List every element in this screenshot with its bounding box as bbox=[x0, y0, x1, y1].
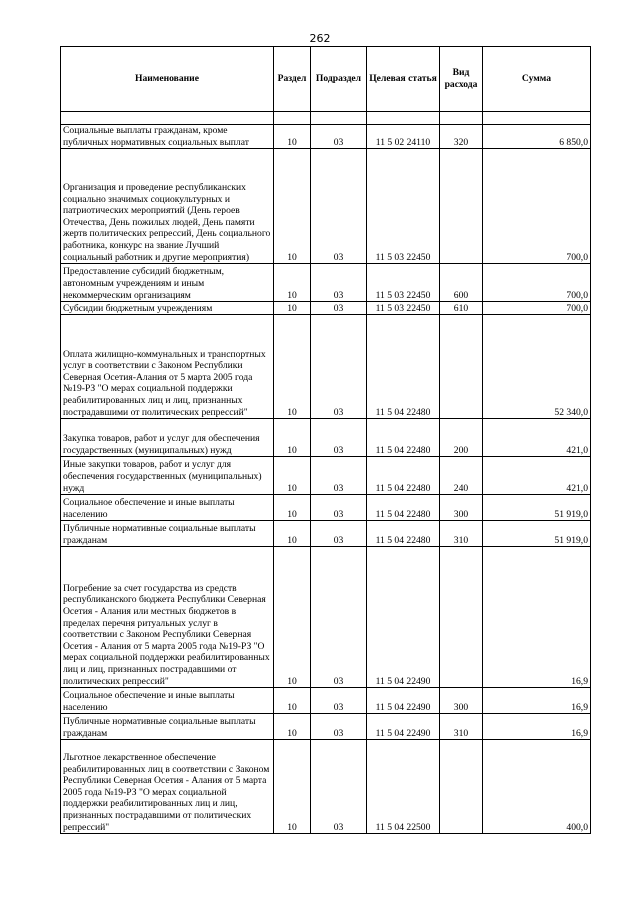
row-amount: 700,0 bbox=[483, 264, 591, 302]
row-amount: 421,0 bbox=[483, 419, 591, 457]
row-type: 600 bbox=[440, 264, 483, 302]
row-amount: 52 340,0 bbox=[483, 315, 591, 419]
header-section: Раздел bbox=[274, 47, 311, 112]
row-name: Закупка товаров, работ и услуг для обеспечения государственных (муниципальных) нужд bbox=[61, 419, 274, 457]
header-row bbox=[61, 47, 591, 112]
row-type: 310 bbox=[440, 521, 483, 547]
row-amount: 51 919,0 bbox=[483, 495, 591, 521]
header-name: Наименование bbox=[61, 47, 274, 112]
row-section: 10 bbox=[274, 495, 311, 521]
table-row bbox=[61, 495, 591, 521]
row-type: 240 bbox=[440, 457, 483, 495]
table-row bbox=[61, 302, 591, 315]
row-amount: 16,9 bbox=[483, 547, 591, 688]
row-section: 10 bbox=[274, 419, 311, 457]
row-name: Социальное обеспечение и иные выплаты населению bbox=[61, 495, 274, 521]
row-name: Погребение за счет государства из средств республиканского бюджета Республики Северная Осетия - Алания или местных бюджетов в пределах перечня ритуальных услуг в соответствии с Законом Республики Северная Осетия - Алания от 5 марта 2005 года №19-РЗ "О мерах социальной поддержки реабилитированных лиц и лиц, признанных пострадавшими от политических репрессий" bbox=[61, 547, 274, 688]
row-target: 11 5 03 22450 bbox=[367, 302, 440, 315]
row-target: 11 5 03 22450 bbox=[367, 149, 440, 264]
budget-table bbox=[60, 46, 591, 834]
row-subsection: 03 bbox=[311, 495, 367, 521]
row-amount: 421,0 bbox=[483, 457, 591, 495]
row-name: Льготное лекарственное обеспечение реабилитированных лиц в соответствии с Законом Республики Северная Осетия - Алания от 5 марта 2005 года №19-РЗ "О мерах социальной поддержки реабилитированных лиц и лиц, признанных пострадавшими от политических репрессий" bbox=[61, 740, 274, 834]
header-expense-type: Вид расхода bbox=[440, 47, 483, 112]
table-row bbox=[61, 457, 591, 495]
row-name: Социальные выплаты гражданам, кроме публичных нормативных социальных выплат bbox=[61, 125, 274, 149]
header-subsection: Подраздел bbox=[311, 47, 367, 112]
row-section: 10 bbox=[274, 457, 311, 495]
row-name: Иные закупки товаров, работ и услуг для обеспечения государственных (муниципальных) нужд bbox=[61, 457, 274, 495]
table-row bbox=[61, 149, 591, 264]
row-target: 11 5 04 22480 bbox=[367, 315, 440, 419]
table-row bbox=[61, 521, 591, 547]
row-section: 10 bbox=[274, 125, 311, 149]
row-name: Социальное обеспечение и иные выплаты населению bbox=[61, 688, 274, 714]
row-section: 10 bbox=[274, 521, 311, 547]
row-section: 10 bbox=[274, 315, 311, 419]
page-number: 262 bbox=[309, 32, 331, 45]
row-target: 11 5 04 22480 bbox=[367, 419, 440, 457]
table-row bbox=[61, 264, 591, 302]
row-amount: 16,9 bbox=[483, 688, 591, 714]
header-amount: Сумма bbox=[483, 47, 591, 112]
row-subsection: 03 bbox=[311, 149, 367, 264]
row-section: 10 bbox=[274, 714, 311, 740]
row-target: 11 5 04 22490 bbox=[367, 688, 440, 714]
row-section: 10 bbox=[274, 302, 311, 315]
row-subsection: 03 bbox=[311, 547, 367, 688]
row-subsection: 03 bbox=[311, 264, 367, 302]
row-target: 11 5 04 22480 bbox=[367, 457, 440, 495]
row-target: 11 5 04 22490 bbox=[367, 547, 440, 688]
row-type bbox=[440, 315, 483, 419]
row-type: 310 bbox=[440, 714, 483, 740]
row-subsection: 03 bbox=[311, 688, 367, 714]
row-subsection: 03 bbox=[311, 315, 367, 419]
row-name: Публичные нормативные социальные выплаты гражданам bbox=[61, 714, 274, 740]
row-subsection: 03 bbox=[311, 457, 367, 495]
row-type bbox=[440, 149, 483, 264]
row-type: 300 bbox=[440, 495, 483, 521]
table-row bbox=[61, 547, 591, 688]
header-target: Целевая статья bbox=[367, 47, 440, 112]
row-section: 10 bbox=[274, 149, 311, 264]
row-name: Публичные нормативные социальные выплаты гражданам bbox=[61, 521, 274, 547]
spacer-row bbox=[61, 112, 591, 125]
row-target: 11 5 04 22480 bbox=[367, 495, 440, 521]
row-type: 610 bbox=[440, 302, 483, 315]
row-section: 10 bbox=[274, 688, 311, 714]
table-row bbox=[61, 315, 591, 419]
row-name: Субсидии бюджетным учреждениям bbox=[61, 302, 274, 315]
row-target: 11 5 03 22450 bbox=[367, 264, 440, 302]
row-section: 10 bbox=[274, 547, 311, 688]
table-row bbox=[61, 740, 591, 834]
row-subsection: 03 bbox=[311, 714, 367, 740]
row-amount: 16,9 bbox=[483, 714, 591, 740]
row-target: 11 5 04 22490 bbox=[367, 714, 440, 740]
row-name: Оплата жилищно-коммунальных и транспортных услуг в соответствии с Законом Республики Северная Осетия-Алания от 5 марта 2005 года №19-РЗ "О мерах социальной поддержки реабилитированных лиц и лиц, признанных пострадавшими от политических репрессий" bbox=[61, 315, 274, 419]
row-subsection: 03 bbox=[311, 521, 367, 547]
row-name: Предоставление субсидий бюджетным, автономным учреждениям и иным некоммерческим организациям bbox=[61, 264, 274, 302]
table-row bbox=[61, 419, 591, 457]
row-type bbox=[440, 740, 483, 834]
row-amount: 400,0 bbox=[483, 740, 591, 834]
row-target: 11 5 04 22500 bbox=[367, 740, 440, 834]
table-row bbox=[61, 688, 591, 714]
table-row bbox=[61, 125, 591, 149]
row-amount: 6 850,0 bbox=[483, 125, 591, 149]
row-subsection: 03 bbox=[311, 302, 367, 315]
row-section: 10 bbox=[274, 264, 311, 302]
row-type: 320 bbox=[440, 125, 483, 149]
table-row bbox=[61, 714, 591, 740]
row-type bbox=[440, 547, 483, 688]
row-section: 10 bbox=[274, 740, 311, 834]
row-type: 300 bbox=[440, 688, 483, 714]
row-amount: 51 919,0 bbox=[483, 521, 591, 547]
row-target: 11 5 04 22480 bbox=[367, 521, 440, 547]
row-amount: 700,0 bbox=[483, 302, 591, 315]
row-name: Организация и проведение республиканских социально значимых социокультурных и патриотических мероприятий (День героев Отечества, День пожилых людей, День памяти жертв политических репрессий, День социального работника, конкурс на звание Лучший социальный работник и другие мероприятия) bbox=[61, 149, 274, 264]
row-subsection: 03 bbox=[311, 125, 367, 149]
row-type: 200 bbox=[440, 419, 483, 457]
row-subsection: 03 bbox=[311, 419, 367, 457]
row-target: 11 5 02 24110 bbox=[367, 125, 440, 149]
row-subsection: 03 bbox=[311, 740, 367, 834]
row-amount: 700,0 bbox=[483, 149, 591, 264]
